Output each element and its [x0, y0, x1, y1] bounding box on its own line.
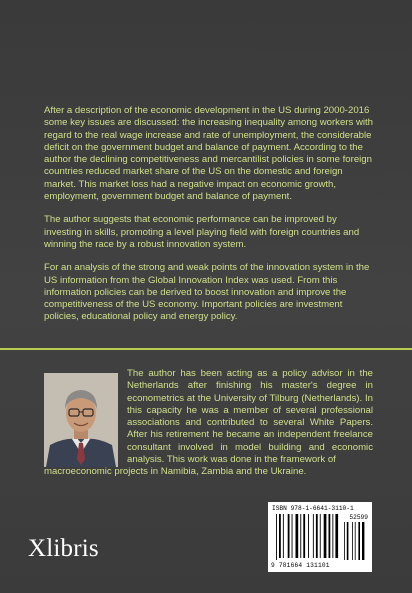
isbn-barcode [268, 502, 372, 572]
barcode-digits: 9 781664 131101 [271, 562, 330, 569]
isbn-text: ISBN 978-1-6641-3110-1 [272, 505, 354, 512]
description-paragraph-2: The author suggests that economic performance can be improved by investing in skills, promoting a level playing field with foreign countries and winning the race by a robust innovation system. [44, 214, 360, 250]
barcode-bars-graphic [272, 514, 368, 562]
price-code: 52599 [349, 514, 368, 521]
author-bio-continued: macroeconomic projects in Namibia, Zambia and the Ukraine. [44, 466, 307, 477]
divider-line [0, 348, 412, 350]
publisher-logo: Xlibris [28, 535, 99, 562]
description-paragraph-1: After a description of the economic development in the US during 2000-2016 some key issues are discussed: the increasing inequality among workers with regard to the real wage increase and rate of unemployment, the considerable deficit on the government budget and balance of payment. According to the author the declining competitiveness and mercantilist policies in some foreign countries reduced market share of the US on the domestic and foreign market. This market loss had a negative impact on economic growth, employment, government budget and balance of payment. [44, 105, 374, 203]
book-description [44, 105, 374, 335]
description-paragraph-3: For an analysis of the strong and weak points of the innovation system in the US information from the Global Innovation Index was used. From this information policies can be derived to boost innovation and improve the competitiveness of the US economy. Important policies are investment policies, educational policy and energy policy. [44, 262, 370, 323]
author-photo [44, 373, 118, 467]
author-bio: The author has been acting as a policy advisor in the Netherlands after finishing his master's degree in econometrics at the University of Tilburg (Netherlands). In this capacity he was a member of several professional associations and contributed to several White Papers. After his retirement he became an independent freelance consultant involved in model building and economic analysis. This work was done in the framework of [127, 368, 373, 466]
